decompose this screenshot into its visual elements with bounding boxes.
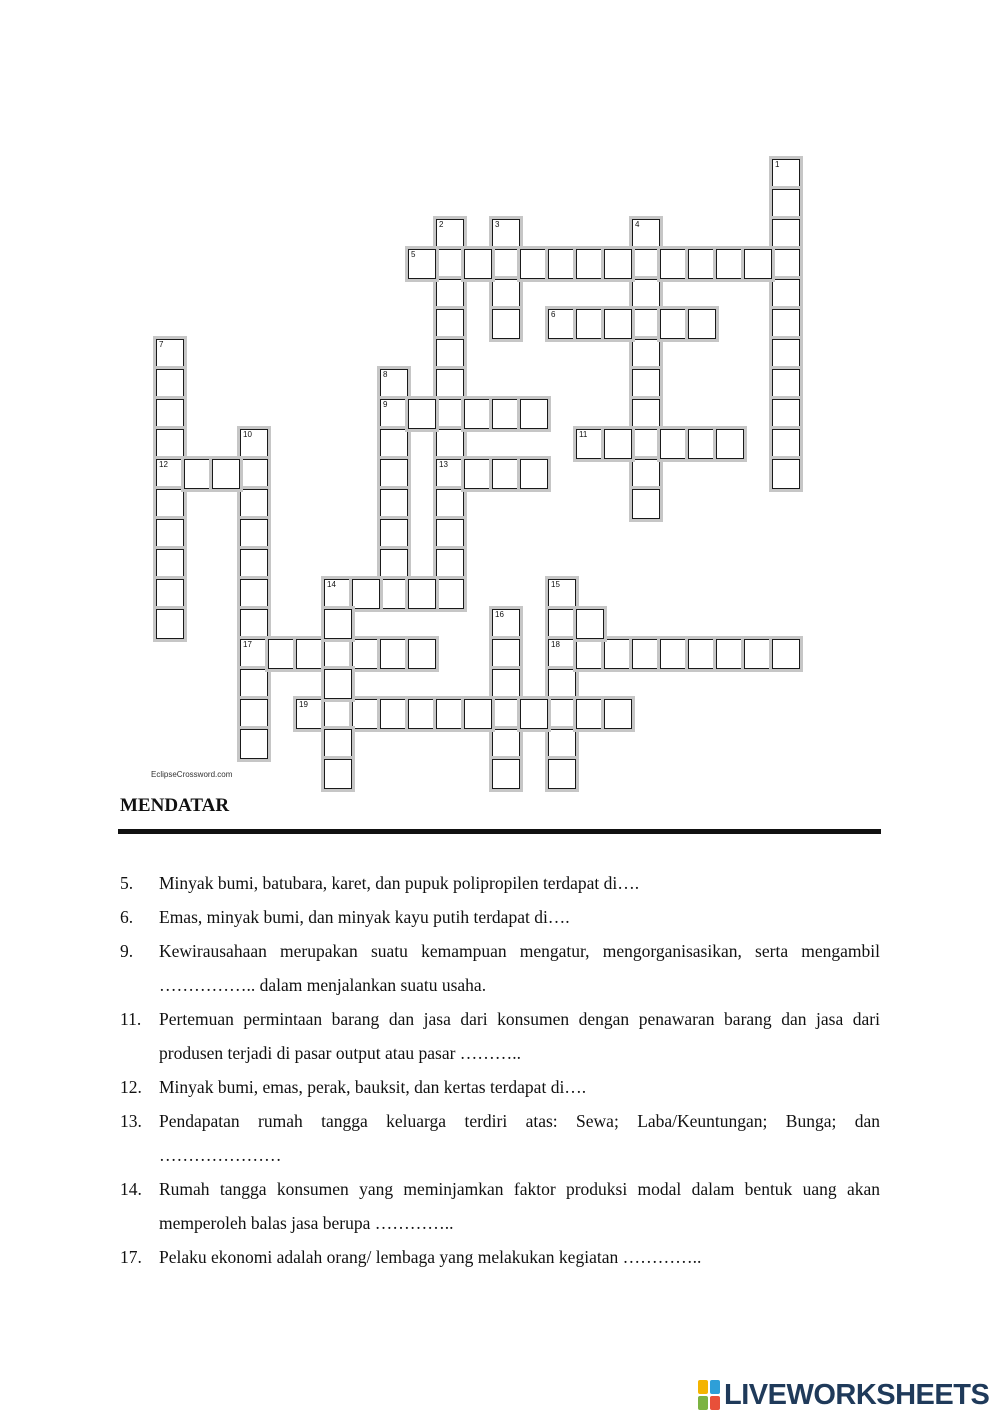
crossword-cell[interactable] [772, 429, 800, 459]
clue-item [120, 1172, 880, 1240]
crossword-cell[interactable] [352, 639, 380, 669]
crossword-cell[interactable] [324, 669, 352, 699]
crossword-cell[interactable] [492, 459, 520, 489]
clue-text: Pertemuan permintaan barang dan jasa dari konsumen dengan penawaran barang dan jasa dari produsen terjadi di pasar output atau pasar ……….. [159, 1009, 880, 1063]
crossword-cell[interactable] [380, 549, 408, 579]
crossword-cell[interactable] [604, 429, 632, 459]
crossword-cell[interactable] [772, 369, 800, 399]
crossword-cell[interactable] [240, 699, 268, 729]
crossword-cell[interactable] [492, 609, 520, 639]
crossword-cell[interactable] [156, 459, 184, 489]
crossword-cell[interactable] [436, 339, 464, 369]
crossword-cell[interactable] [744, 639, 772, 669]
heading-divider [118, 829, 881, 834]
cell-number: 4 [635, 220, 640, 229]
cell-number: 12 [159, 460, 168, 469]
crossword-cell[interactable] [576, 249, 604, 279]
crossword-cell[interactable] [156, 429, 184, 459]
crossword-cell[interactable] [464, 699, 492, 729]
clue-number: 13. [120, 1111, 142, 1131]
clue-number: 14. [120, 1179, 142, 1199]
clue-number: 5. [120, 873, 134, 893]
crossword-cell[interactable] [548, 609, 576, 639]
crossword-cell[interactable] [492, 399, 520, 429]
clue-number: 6. [120, 907, 134, 927]
crossword-cell[interactable] [716, 429, 744, 459]
crossword-cell[interactable] [716, 639, 744, 669]
section-heading: MENDATAR [120, 795, 230, 816]
crossword-cell[interactable] [352, 699, 380, 729]
cell-number: 8 [383, 370, 388, 379]
crossword-cell[interactable] [548, 729, 576, 759]
crossword-cell[interactable] [548, 309, 576, 339]
crossword-cell[interactable] [156, 549, 184, 579]
crossword-cell[interactable] [380, 579, 408, 609]
crossword-cell[interactable] [632, 489, 660, 519]
crossword-cell[interactable] [744, 249, 772, 279]
clue-number: 17. [120, 1247, 142, 1267]
crossword-cell[interactable] [380, 699, 408, 729]
crossword-cell[interactable] [520, 249, 548, 279]
crossword-cell[interactable] [408, 579, 436, 609]
crossword-cell[interactable] [296, 639, 324, 669]
clue-item [120, 900, 880, 934]
crossword-cell[interactable] [632, 459, 660, 489]
crossword-cell[interactable] [436, 279, 464, 309]
crossword-cell[interactable] [576, 639, 604, 669]
crossword-cell[interactable] [632, 219, 660, 249]
crossword-cell[interactable] [772, 339, 800, 369]
crossword-cell[interactable] [240, 729, 268, 759]
crossword-cell[interactable] [436, 519, 464, 549]
cell-number: 9 [383, 400, 388, 409]
liveworksheets-logo [698, 1377, 989, 1413]
cell-number: 17 [243, 640, 252, 649]
cell-number: 6 [551, 310, 556, 319]
crossword-cell[interactable] [156, 489, 184, 519]
crossword-cell[interactable] [548, 669, 576, 699]
logo-mark-icon [698, 1380, 720, 1410]
crossword-cell[interactable] [492, 249, 520, 279]
crossword-cell[interactable] [492, 669, 520, 699]
crossword-cell[interactable] [436, 489, 464, 519]
cell-number: 5 [411, 250, 416, 259]
cell-number: 11 [579, 430, 588, 439]
crossword-cell[interactable] [604, 309, 632, 339]
crossword-cell[interactable] [576, 429, 604, 459]
crossword-cell[interactable] [772, 309, 800, 339]
crossword-cell[interactable] [380, 489, 408, 519]
crossword-cell[interactable] [380, 399, 408, 429]
logo-text: LIVEWORKSHEETS [724, 1378, 990, 1411]
clue-item [120, 1104, 880, 1172]
crossword-cell[interactable] [240, 669, 268, 699]
crossword-cell[interactable] [240, 519, 268, 549]
cell-number: 18 [551, 640, 560, 649]
clue-text: Minyak bumi, emas, perak, bauksit, dan kertas terdapat di…. [159, 1077, 587, 1097]
crossword-cell[interactable] [632, 249, 660, 279]
clue-item [120, 1070, 880, 1104]
crossword-cell[interactable] [688, 309, 716, 339]
crossword-cell[interactable] [240, 549, 268, 579]
cell-number: 14 [327, 580, 336, 589]
crossword-cell[interactable] [324, 609, 352, 639]
crossword-cell[interactable] [240, 429, 268, 459]
crossword-cell[interactable] [492, 219, 520, 249]
cell-number: 10 [243, 430, 252, 439]
crossword-cell[interactable] [632, 429, 660, 459]
crossword-cell[interactable] [408, 399, 436, 429]
crossword-cell[interactable] [548, 579, 576, 609]
crossword-cell[interactable] [380, 639, 408, 669]
crossword-cell[interactable] [436, 219, 464, 249]
crossword-cell[interactable] [492, 759, 520, 789]
crossword-cell[interactable] [492, 729, 520, 759]
crossword-cell[interactable] [296, 699, 324, 729]
crossword-cell[interactable] [240, 459, 268, 489]
crossword-cell[interactable] [324, 729, 352, 759]
crossword-cell[interactable] [772, 219, 800, 249]
crossword-cell[interactable] [520, 699, 548, 729]
crossword-cell[interactable] [548, 699, 576, 729]
crossword-cell[interactable] [436, 549, 464, 579]
crossword-cell[interactable] [324, 579, 352, 609]
cell-number: 1 [775, 160, 780, 169]
crossword-cell[interactable] [212, 459, 240, 489]
crossword-cell[interactable] [380, 459, 408, 489]
cell-number: 3 [495, 220, 500, 229]
crossword-cell[interactable] [492, 639, 520, 669]
clue-number: 11. [120, 1009, 142, 1029]
crossword-cell[interactable] [604, 639, 632, 669]
crossword-cell[interactable] [632, 369, 660, 399]
crossword-cell[interactable] [632, 279, 660, 309]
crossword-cell[interactable] [436, 249, 464, 279]
crossword-cell[interactable] [240, 639, 268, 669]
clue-number: 12. [120, 1077, 142, 1097]
crossword-cell[interactable] [268, 639, 296, 669]
crossword-cell[interactable] [352, 579, 380, 609]
crossword-cell[interactable] [604, 249, 632, 279]
crossword-cell[interactable] [772, 189, 800, 219]
crossword-cell[interactable] [380, 519, 408, 549]
crossword-cell[interactable] [464, 399, 492, 429]
clue-list [120, 866, 880, 1274]
crossword-cell[interactable] [576, 609, 604, 639]
clue-item [120, 1240, 880, 1274]
clue-item [120, 1002, 880, 1070]
crossword-cell[interactable] [548, 759, 576, 789]
crossword-cell[interactable] [772, 159, 800, 189]
crossword-cell[interactable] [436, 699, 464, 729]
cell-number: 7 [159, 340, 164, 349]
crossword-cell[interactable] [464, 249, 492, 279]
crossword-cell[interactable] [632, 339, 660, 369]
crossword-cell[interactable] [156, 579, 184, 609]
crossword-cell[interactable] [772, 639, 800, 669]
crossword-cell[interactable] [184, 459, 212, 489]
crossword-cell[interactable] [492, 279, 520, 309]
crossword-cell[interactable] [688, 639, 716, 669]
crossword-cell[interactable] [772, 249, 800, 279]
cell-number: 15 [551, 580, 560, 589]
crossword-cell[interactable] [492, 309, 520, 339]
crossword-cell[interactable] [436, 579, 464, 609]
crossword-cell[interactable] [408, 249, 436, 279]
crossword-cell[interactable] [436, 429, 464, 459]
crossword-cell[interactable] [632, 639, 660, 669]
crossword-cell[interactable] [324, 699, 352, 729]
clue-number: 9. [120, 941, 134, 961]
crossword-cell[interactable] [240, 489, 268, 519]
crossword-cell[interactable] [156, 399, 184, 429]
crossword-cell[interactable] [716, 249, 744, 279]
clue-text: Emas, minyak bumi, dan minyak kayu putih terdapat di…. [159, 907, 570, 927]
crossword-cell[interactable] [156, 339, 184, 369]
crossword-cell[interactable] [576, 699, 604, 729]
crossword-cell[interactable] [632, 309, 660, 339]
crossword-cell[interactable] [520, 459, 548, 489]
crossword-cell[interactable] [688, 429, 716, 459]
crossword-cell[interactable] [156, 519, 184, 549]
crossword-cell[interactable] [772, 279, 800, 309]
crossword-cell[interactable] [436, 309, 464, 339]
cell-number: 16 [495, 610, 504, 619]
crossword-cell[interactable] [324, 639, 352, 669]
crossword-cell[interactable] [660, 309, 688, 339]
crossword-cell[interactable] [548, 639, 576, 669]
crossword-cell[interactable] [436, 369, 464, 399]
crossword-cell[interactable] [464, 459, 492, 489]
clue-item [120, 934, 880, 1002]
clue-item [120, 866, 880, 900]
crossword-cell[interactable] [576, 309, 604, 339]
crossword-cell[interactable] [604, 699, 632, 729]
clue-text: Pelaku ekonomi adalah orang/ lembaga yang melakukan kegiatan ………….. [159, 1247, 702, 1267]
crossword-cell[interactable] [156, 609, 184, 639]
crossword-cell[interactable] [632, 399, 660, 429]
clue-text: Minyak bumi, batubara, karet, dan pupuk polipropilen terdapat di…. [159, 873, 640, 893]
crossword-cell[interactable] [520, 399, 548, 429]
crossword-cell[interactable] [436, 399, 464, 429]
crossword-cell[interactable] [660, 249, 688, 279]
crossword-cell[interactable] [240, 579, 268, 609]
crossword-cell[interactable] [772, 399, 800, 429]
crossword-cell[interactable] [408, 639, 436, 669]
crossword-cell[interactable] [492, 699, 520, 729]
clue-text: Rumah tangga konsumen yang meminjamkan faktor produksi modal dalam bentuk uang akan memperoleh balas jasa berupa ………….. [159, 1179, 880, 1233]
crossword-cell[interactable] [380, 429, 408, 459]
crossword-cell[interactable] [380, 369, 408, 399]
crossword-cell[interactable] [240, 609, 268, 639]
crossword-cell[interactable] [660, 639, 688, 669]
clue-text: Kewirausahaan merupakan suatu kemampuan mengatur, mengorganisasikan, serta mengambil …………….. dalam menjalankan suatu usaha. [159, 941, 880, 995]
cell-number: 2 [439, 220, 444, 229]
crossword-cell[interactable] [548, 249, 576, 279]
cell-number: 13 [439, 460, 448, 469]
crossword-cell[interactable] [408, 699, 436, 729]
crossword-cell[interactable] [156, 369, 184, 399]
crossword-cell[interactable] [324, 759, 352, 789]
crossword-cell[interactable] [772, 459, 800, 489]
clue-text: Pendapatan rumah tangga keluarga terdiri atas: Sewa; Laba/Keuntungan; Bunga; dan ………………… [159, 1111, 880, 1165]
crossword-cell[interactable] [436, 459, 464, 489]
crossword-cell[interactable] [688, 249, 716, 279]
crossword-credit: EclipseCrossword.com [151, 770, 233, 779]
crossword-cell[interactable] [660, 429, 688, 459]
cell-number: 19 [299, 700, 308, 709]
